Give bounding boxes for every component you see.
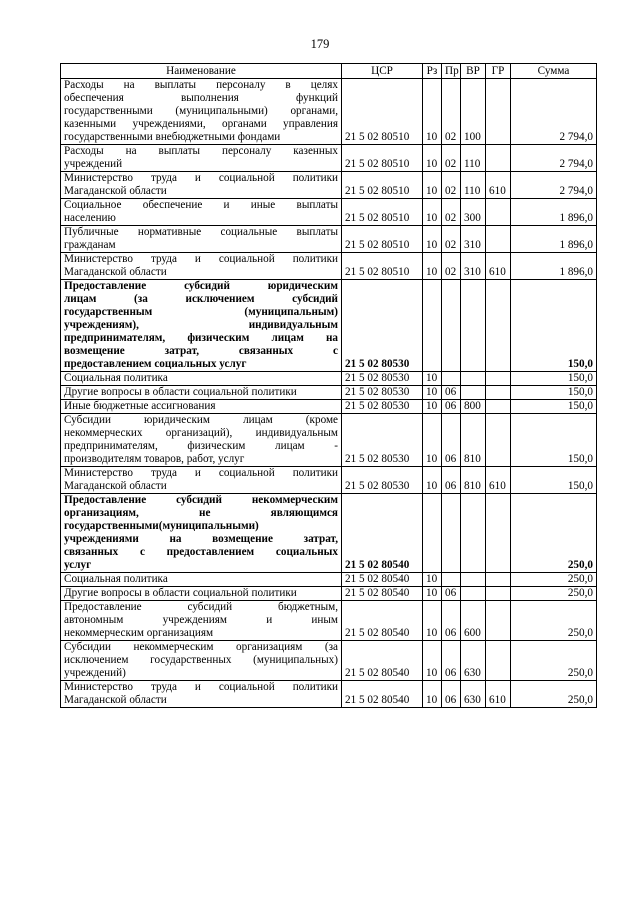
cell-pr: 06 [442,587,461,601]
name-line: учреждений [64,158,123,170]
table-row [61,199,597,226]
name-line: Министерство труда и социальной политики [64,172,338,184]
cell-rz: 10 [423,414,442,467]
cell-pr: 02 [442,145,461,172]
name-line: Расходы на выплаты персоналу в целях [64,79,338,91]
cell-rz: 10 [423,587,442,601]
table-row [61,641,597,681]
table-row [61,494,597,573]
name-line: Публичные нормативные социальные выплаты [64,226,338,238]
name-line: Магаданской области [64,266,167,278]
cell-gr [486,414,511,467]
cell-gr [486,400,511,414]
cell-csr: 21 5 02 80540 [342,573,423,587]
cell-pr [442,494,461,573]
cell-gr [486,372,511,386]
cell-vr: 100 [461,79,486,145]
name-line: государственными внебюджетными фондами [64,131,281,143]
cell-gr [486,199,511,226]
cell-pr: 06 [442,400,461,414]
cell-sum: 250,0 [511,494,597,573]
cell-rz: 10 [423,641,442,681]
cell-name [61,145,342,172]
cell-pr [442,372,461,386]
cell-name [61,280,342,372]
cell-sum: 150,0 [511,414,597,467]
header-vr: ВР [461,64,486,79]
cell-name [61,386,342,400]
cell-rz: 10 [423,172,442,199]
name-line: Предоставление субсидий юридическим [64,280,338,292]
cell-csr: 21 5 02 80540 [342,641,423,681]
cell-csr: 21 5 02 80540 [342,601,423,641]
cell-rz [423,280,442,372]
cell-rz: 10 [423,372,442,386]
name-line: Субсидии юридическим лицам (кроме [64,414,338,426]
name-line: Субсидии некоммерческим организациям (за [64,641,338,653]
cell-gr: 610 [486,467,511,494]
cell-pr: 06 [442,681,461,708]
cell-csr: 21 5 02 80510 [342,199,423,226]
cell-name [61,253,342,280]
name-line: производителям товаров, работ, услуг [64,453,245,465]
cell-vr: 110 [461,172,486,199]
cell-sum: 250,0 [511,681,597,708]
cell-rz: 10 [423,681,442,708]
cell-csr: 21 5 02 80510 [342,226,423,253]
cell-sum: 250,0 [511,573,597,587]
cell-csr: 21 5 02 80510 [342,172,423,199]
name-line: возмещение затрат, связанных с [64,345,338,357]
cell-rz: 10 [423,573,442,587]
name-line: населению [64,212,116,224]
cell-csr: 21 5 02 80510 [342,145,423,172]
cell-rz: 10 [423,386,442,400]
name-line: Социальное обеспечение и иные выплаты [64,199,338,211]
cell-sum: 150,0 [511,372,597,386]
cell-name [61,400,342,414]
cell-csr: 21 5 02 80510 [342,253,423,280]
cell-sum: 150,0 [511,386,597,400]
header-name: Наименование [61,64,342,79]
cell-name [61,199,342,226]
cell-vr: 630 [461,641,486,681]
name-line: Министерство труда и социальной политики [64,467,338,479]
cell-name [61,587,342,601]
table-row [61,226,597,253]
cell-name [61,79,342,145]
cell-csr: 21 5 02 80530 [342,386,423,400]
table-row [61,414,597,467]
name-line: Социальная политика [64,372,168,384]
cell-rz: 10 [423,467,442,494]
cell-rz: 10 [423,79,442,145]
cell-vr: 810 [461,467,486,494]
table-header-row [61,64,597,79]
cell-name [61,372,342,386]
cell-vr: 630 [461,681,486,708]
table-row [61,573,597,587]
table-row [61,386,597,400]
name-line: Расходы на выплаты персоналу казенных [64,145,338,157]
name-line: связанных с предоставлением социальных [64,546,338,558]
cell-vr [461,386,486,400]
table-row [61,681,597,708]
cell-sum: 250,0 [511,587,597,601]
table-row [61,601,597,641]
name-line: казенными учреждениями, органами управления [64,118,338,130]
name-line: предпринимателям, физическим лицам - [64,440,338,452]
cell-csr: 21 5 02 80530 [342,414,423,467]
cell-rz: 10 [423,601,442,641]
cell-name [61,681,342,708]
name-line: исключением государственных (муниципальных) [64,654,338,666]
cell-pr: 06 [442,641,461,681]
header-pr: Пр [442,64,461,79]
name-line: услуг [64,559,92,571]
table-row [61,400,597,414]
name-line: государственными (муниципальными) органами, [64,105,338,117]
page-number: 179 [310,37,330,51]
cell-pr: 02 [442,226,461,253]
cell-sum: 2 794,0 [511,79,597,145]
name-line: Социальная политика [64,573,168,585]
name-line: Предоставление субсидий бюджетным, [64,601,338,613]
cell-vr: 800 [461,400,486,414]
table-row [61,280,597,372]
cell-vr: 300 [461,199,486,226]
cell-gr [486,494,511,573]
cell-vr: 310 [461,253,486,280]
cell-sum: 150,0 [511,400,597,414]
cell-gr [486,79,511,145]
cell-csr: 21 5 02 80530 [342,467,423,494]
cell-gr [486,573,511,587]
name-line: Предоставление субсидий некоммерческим [64,494,338,506]
cell-rz: 10 [423,253,442,280]
table-body [61,79,597,708]
cell-pr: 02 [442,199,461,226]
cell-rz: 10 [423,199,442,226]
name-line: некоммерческих организаций), индивидуальным [64,427,338,439]
name-line: обеспечения выполнения функций [64,92,338,104]
cell-pr: 02 [442,172,461,199]
cell-gr: 610 [486,253,511,280]
cell-name [61,494,342,573]
name-line: государственными(муниципальными) [64,520,259,532]
cell-vr: 600 [461,601,486,641]
cell-rz [423,494,442,573]
cell-gr [486,587,511,601]
cell-name [61,573,342,587]
cell-sum: 150,0 [511,280,597,372]
cell-gr: 610 [486,172,511,199]
name-line: Министерство труда и социальной политики [64,681,338,693]
name-line: Магаданской области [64,185,167,197]
cell-sum: 1 896,0 [511,199,597,226]
name-line: государственным (муниципальным) [64,306,338,318]
name-line: учреждениям), индивидуальным [64,319,338,331]
cell-pr [442,573,461,587]
cell-rz: 10 [423,145,442,172]
cell-gr [486,280,511,372]
table-row [61,372,597,386]
name-line: Другие вопросы в области социальной политики [64,386,297,398]
cell-pr: 02 [442,253,461,280]
cell-rz: 10 [423,226,442,253]
cell-name [61,172,342,199]
cell-csr: 21 5 02 80530 [342,280,423,372]
table-row [61,467,597,494]
cell-sum: 150,0 [511,467,597,494]
table-row [61,79,597,145]
name-line: гражданам [64,239,116,251]
cell-vr [461,573,486,587]
cell-vr: 110 [461,145,486,172]
cell-name [61,414,342,467]
cell-pr: 06 [442,414,461,467]
cell-gr [486,145,511,172]
name-line: лицам (за исключением субсидий [64,293,338,305]
cell-sum: 250,0 [511,601,597,641]
cell-gr [486,386,511,400]
table-row [61,172,597,199]
name-line: учреждениями на возмещение затрат, [64,533,338,545]
header-sum: Сумма [511,64,597,79]
name-line: предпринимателям, физическим лицам на [64,332,338,344]
name-line: организациям, не являющимся [64,507,338,519]
cell-vr: 810 [461,414,486,467]
cell-gr [486,641,511,681]
cell-vr [461,280,486,372]
cell-gr [486,226,511,253]
cell-vr [461,494,486,573]
cell-pr: 06 [442,467,461,494]
cell-csr: 21 5 02 80540 [342,587,423,601]
cell-sum: 1 896,0 [511,226,597,253]
name-line: Министерство труда и социальной политики [64,253,338,265]
cell-sum: 250,0 [511,641,597,681]
cell-name [61,467,342,494]
cell-vr: 310 [461,226,486,253]
cell-sum: 1 896,0 [511,253,597,280]
name-line: Иные бюджетные ассигнования [64,400,216,412]
cell-pr: 06 [442,386,461,400]
cell-csr: 21 5 02 80510 [342,79,423,145]
name-line: автономным учреждениям и иным [64,614,338,626]
table-row [61,587,597,601]
cell-gr: 610 [486,681,511,708]
name-line: предоставлением социальных услуг [64,358,247,370]
cell-rz: 10 [423,400,442,414]
cell-csr: 21 5 02 80540 [342,681,423,708]
cell-sum: 2 794,0 [511,145,597,172]
table-row [61,253,597,280]
cell-pr: 06 [442,601,461,641]
header-gr: ГР [486,64,511,79]
name-line: Другие вопросы в области социальной политики [64,587,297,599]
cell-csr: 21 5 02 80530 [342,372,423,386]
cell-sum: 2 794,0 [511,172,597,199]
cell-name [61,226,342,253]
cell-name [61,641,342,681]
cell-vr [461,372,486,386]
cell-csr: 21 5 02 80530 [342,400,423,414]
cell-csr: 21 5 02 80540 [342,494,423,573]
cell-gr [486,601,511,641]
name-line: Магаданской области [64,694,167,706]
cell-name [61,601,342,641]
header-rz: Рз [423,64,442,79]
name-line: некоммерческим организациям [64,627,214,639]
budget-table [60,63,597,708]
header-csr: ЦСР [342,64,423,79]
name-line: учреждений) [64,667,126,679]
cell-vr [461,587,486,601]
name-line: Магаданской области [64,480,167,492]
cell-pr: 02 [442,79,461,145]
cell-pr [442,280,461,372]
table-row [61,145,597,172]
